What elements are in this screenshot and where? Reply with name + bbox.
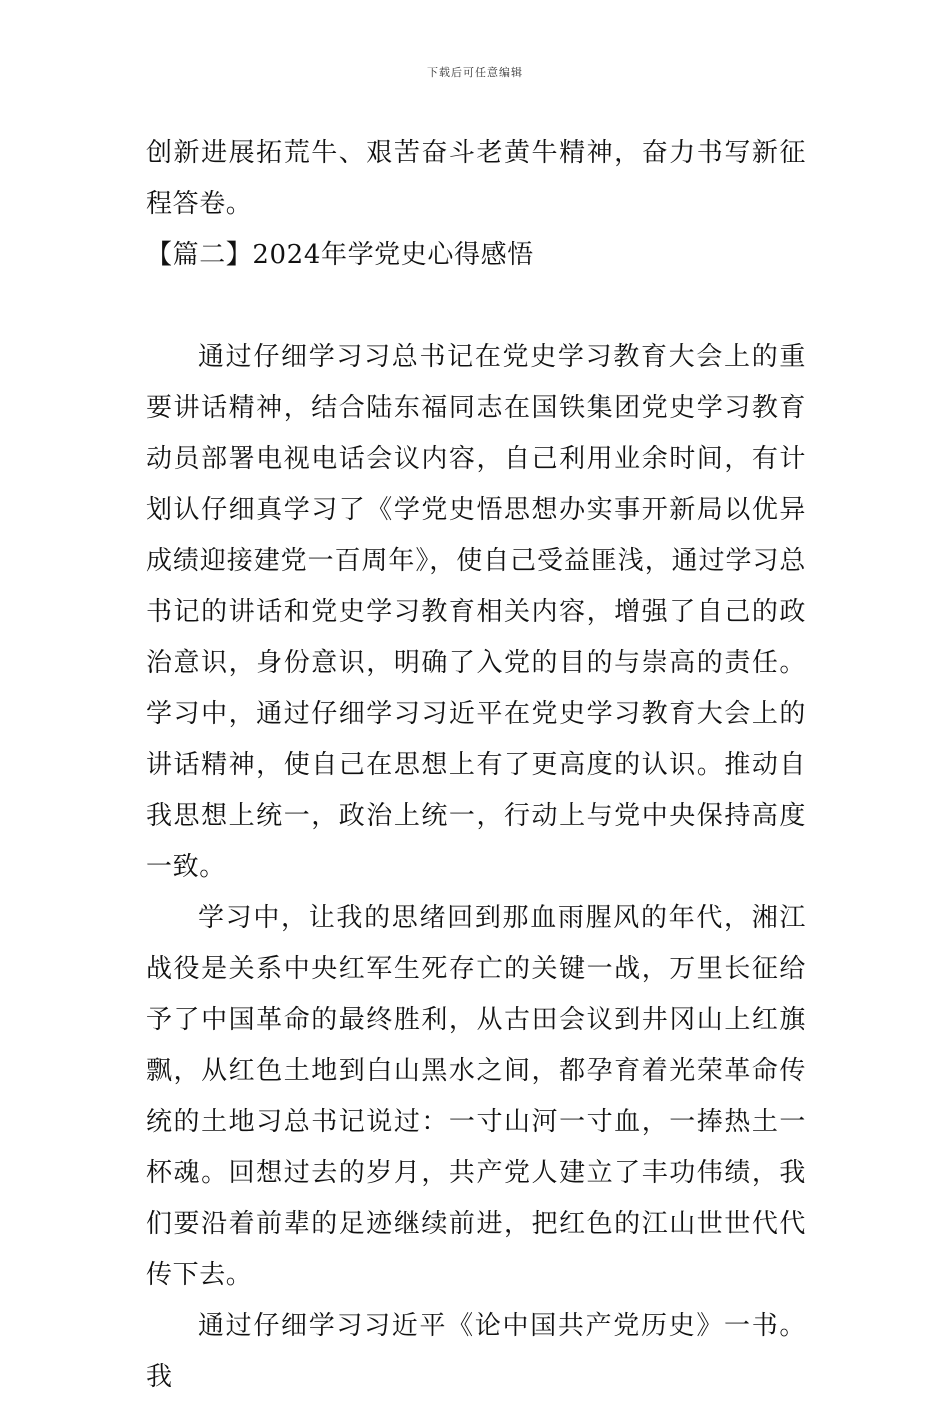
body-paragraph-1: 通过仔细学习习总书记在党史学习教育大会上的重要讲话精神，结合陆东福同志在国铁集团党史学习教育动员部署电视电话会议内容，自己利用业余时间，有计划认仔细真学习了《学党史悟思想办实事开新局以优异成绩迎接建党一百周年》，使自己受益匪浅，通过学习总书记的讲话和党史学习教育相关内容，增强了自己的政治意识，身份意识，明确了入党的目的与崇高的责任。学习中，通过仔细学习习近平在党史学习教育大会上的讲话精神，使自己在思想上有了更高度的认识。推动自我思想上统一，政治上统一，行动上与党中央保持高度一致。 [146, 342, 806, 882]
document-body [146, 128, 806, 1403]
blank-line [146, 281, 806, 332]
body-paragraph-3: 通过仔细学习习近平《论中国共产党历史》一书。我 [146, 1311, 806, 1392]
section-title: 【篇二】2024年学党史心得感悟 [146, 240, 534, 270]
body-paragraph-2: 学习中，让我的思绪回到那血雨腥风的年代，湘江战役是关系中央红军生死存亡的关键一战，万里长征给予了中国革命的最终胜利，从古田会议到井冈山上红旗飘，从红色土地到白山黑水之间，都孕育着光荣革命传统的土地习总书记说过：一寸山河一寸血，一捧热土一杯魂。回想过去的岁月，共产党人建立了丰功伟绩，我们要沿着前辈的足迹继续前进，把红色的江山世世代代传下去。 [146, 903, 806, 1290]
intro-paragraph: 创新进展拓荒牛、艰苦奋斗老黄牛精神，奋力书写新征程答卷。 [146, 138, 806, 219]
page-header-note: 下载后可任意编辑 [427, 66, 523, 79]
